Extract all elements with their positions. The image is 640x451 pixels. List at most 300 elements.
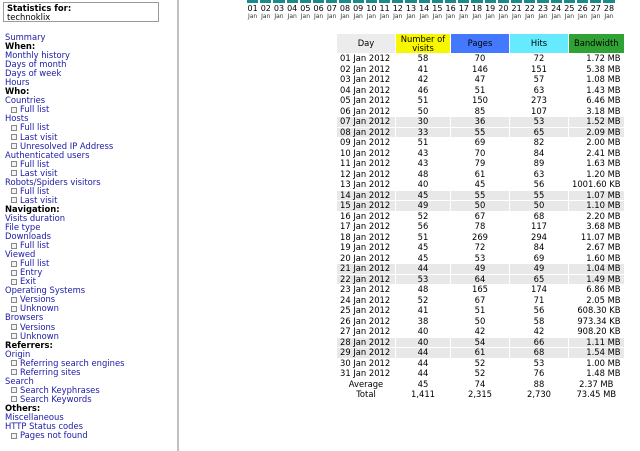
menu-link-label: Viewed	[5, 250, 36, 260]
day-number: 02	[260, 4, 271, 13]
menu-link-label: Search Keyphrases	[20, 385, 100, 395]
cell-pages: 269	[472, 231, 488, 242]
menu-link-label: Versions	[20, 322, 56, 332]
cell-bandwidth: 2.00 MB	[586, 137, 621, 147]
day-column-23	[536, 0, 549, 20]
cell-visits: 44	[396, 348, 450, 358]
cell-day: 03 Jan 2012	[340, 74, 391, 84]
cell-visits: 42	[417, 74, 429, 84]
cell-bandwidth: 1.52 MB	[569, 117, 624, 127]
total-pages: 2,315	[468, 389, 492, 399]
cell-pages: 146	[472, 63, 488, 74]
cell-bandwidth: 1.43 MB	[586, 84, 621, 95]
day-column-15	[431, 0, 444, 20]
table-row	[337, 275, 624, 285]
day-bar	[445, 0, 456, 3]
menu-link-full-list[interactable]	[5, 105, 175, 114]
section-heading-who	[5, 87, 175, 96]
menu-link-label: Visits duration	[5, 213, 66, 223]
cell-visits: 41	[417, 63, 429, 74]
cell-day: 31 Jan 2012	[340, 368, 391, 378]
popup-window-icon	[11, 107, 17, 113]
popup-window-icon	[11, 369, 17, 375]
cell-hits: 56	[533, 179, 545, 189]
cell-pages: 49	[451, 264, 509, 274]
day-number: 15	[432, 4, 443, 13]
cell-visits: 45	[417, 242, 429, 252]
day-month: Jan	[445, 13, 456, 20]
cell-bandwidth: 973.34 KB	[577, 315, 621, 326]
cell-visits: 51	[417, 95, 429, 105]
day-number: 17	[458, 4, 469, 13]
table-row	[337, 96, 624, 106]
table-row	[337, 107, 624, 117]
cell-day: 04 Jan 2012	[340, 84, 391, 95]
day-month: Jan	[591, 13, 601, 20]
day-number: 21	[511, 4, 522, 13]
day-month: Jan	[274, 13, 284, 20]
cell-hits: 65	[510, 275, 568, 285]
cell-day: 05 Jan 2012	[340, 95, 391, 105]
cell-pages: 79	[474, 158, 486, 168]
menu-link-authenticated-users[interactable]	[5, 151, 175, 160]
cell-pages: 52	[474, 368, 486, 378]
table-row	[337, 117, 624, 127]
day-number: 18	[471, 4, 483, 13]
cell-hits: 82	[533, 137, 545, 147]
cell-day: 09 Jan 2012	[340, 137, 391, 147]
menu-link-search-keywords[interactable]	[5, 395, 175, 404]
day-column-12	[391, 0, 404, 20]
menu-link-label: Origin	[5, 349, 31, 359]
day-number: 16	[445, 4, 456, 13]
cell-hits: 53	[533, 357, 545, 368]
menu-link-label: Days of week	[5, 69, 62, 79]
cell-bandwidth: 2.20 MB	[586, 210, 621, 221]
popup-window-icon	[11, 243, 17, 249]
cell-hits: 117	[531, 221, 547, 231]
cell-bandwidth: 2.09 MB	[569, 128, 624, 138]
cell-visits: 41	[417, 305, 429, 315]
cell-pages: 61	[451, 348, 509, 358]
menu-link-search-keyphrases[interactable]	[5, 386, 175, 395]
site-name: technoklix	[7, 12, 51, 22]
day-column-28	[602, 0, 615, 20]
cell-bandwidth: 3.68 MB	[586, 221, 621, 231]
menu-link-full-list[interactable]	[5, 123, 175, 132]
menu-link-file-type[interactable]	[5, 223, 175, 232]
day-column-04	[286, 0, 299, 20]
cell-hits: 53	[510, 117, 568, 127]
cell-hits: 76	[533, 368, 545, 378]
menu-link-monthly-history[interactable]	[5, 51, 175, 60]
table-header-row	[337, 34, 624, 53]
section-heading-label: When:	[5, 42, 36, 52]
day-bar	[379, 0, 390, 3]
menu-link-label: File type	[5, 222, 41, 232]
menu-link-visits-duration[interactable]	[5, 214, 175, 223]
day-month: Jan	[287, 13, 297, 20]
menu-link-label: Full list	[20, 241, 50, 251]
cell-hits: 58	[533, 315, 545, 326]
popup-window-icon	[11, 270, 17, 276]
day-number: 23	[537, 4, 549, 13]
cell-day: 15 Jan 2012	[337, 201, 395, 211]
menu-link-full-list[interactable]	[5, 160, 175, 169]
day-number: 20	[498, 4, 509, 13]
cell-day: 29 Jan 2012	[337, 348, 395, 358]
day-column-08	[338, 0, 351, 20]
day-month: Jan	[340, 13, 350, 20]
day-number: 03	[273, 4, 285, 13]
menu-link-search[interactable]	[5, 377, 175, 386]
day-bar	[537, 0, 548, 3]
menu-link-label: Search	[5, 376, 34, 386]
day-column-03	[272, 0, 285, 20]
cell-hits: 273	[531, 95, 547, 105]
menu-link-operating-systems[interactable]	[5, 286, 175, 295]
cell-visits: 38	[417, 315, 429, 326]
cell-hits: 42	[533, 326, 545, 336]
table-row	[337, 243, 624, 253]
menu-link-label: Last visit	[20, 195, 58, 205]
menu-link-summary[interactable]	[5, 33, 175, 42]
cell-pages: 72	[474, 242, 486, 252]
menu-link-unknown[interactable]	[5, 332, 175, 341]
table-row	[337, 212, 624, 222]
average-visits: 45	[417, 378, 429, 389]
day-bar	[366, 0, 377, 3]
day-month: Jan	[327, 13, 337, 20]
total-bandwidth: 73.45 MB	[576, 389, 617, 399]
menu-link-miscellaneous[interactable]	[5, 413, 175, 422]
cell-bandwidth: 11.07 MB	[580, 231, 621, 242]
cell-pages: 45	[474, 179, 486, 189]
cell-visits: 48	[417, 284, 429, 294]
day-column-07	[325, 0, 338, 20]
day-bar	[405, 0, 416, 3]
day-column-13	[404, 0, 417, 20]
cell-visits: 40	[396, 338, 450, 348]
cell-visits: 43	[417, 147, 429, 158]
menu-link-label: Countries	[5, 96, 46, 106]
cell-pages: 61	[474, 168, 486, 179]
cell-day: 25 Jan 2012	[340, 305, 391, 315]
cell-day: 02 Jan 2012	[340, 63, 391, 74]
nav-menu	[5, 33, 175, 440]
cell-bandwidth: 608.30 KB	[577, 305, 621, 315]
total-hits: 2,730	[527, 389, 551, 399]
table-row	[337, 348, 624, 358]
cell-bandwidth: 1.08 MB	[586, 74, 621, 84]
day-number: 01	[247, 4, 258, 13]
day-column-09	[352, 0, 365, 20]
table-row	[337, 222, 624, 232]
popup-window-icon	[11, 387, 17, 393]
day-bar	[577, 0, 588, 3]
cell-pages: 51	[474, 305, 486, 315]
cell-bandwidth: 1.04 MB	[569, 264, 624, 274]
cell-hits: 71	[533, 294, 545, 305]
stats-for-label: Statistics for:	[7, 3, 72, 13]
cell-visits: 45	[417, 252, 429, 263]
menu-link-entry[interactable]	[5, 268, 175, 277]
day-month: Jan	[247, 13, 258, 20]
menu-link-label: Operating Systems	[5, 286, 86, 296]
cell-bandwidth: 1001.60 KB	[572, 179, 621, 189]
average-hits: 88	[533, 378, 545, 389]
day-number: 08	[339, 4, 351, 13]
day-column-19	[484, 0, 497, 20]
day-number: 05	[300, 4, 311, 13]
cell-visits: 40	[417, 179, 429, 189]
day-bar	[485, 0, 496, 3]
menu-link-origin[interactable]	[5, 350, 175, 359]
day-bar	[300, 0, 311, 3]
menu-link-versions[interactable]	[5, 295, 175, 304]
day-bar	[564, 0, 575, 3]
cell-pages: 55	[451, 128, 509, 138]
cell-pages: 70	[474, 53, 486, 63]
cell-visits: 52	[417, 210, 429, 221]
section-heading-label: Navigation:	[5, 204, 60, 214]
table-row	[337, 296, 624, 306]
day-number: 25	[564, 4, 575, 13]
cell-pages: 67	[474, 210, 486, 221]
menu-link-unknown[interactable]	[5, 304, 175, 313]
menu-link-label: Full list	[20, 186, 50, 196]
day-month: Jan	[577, 13, 588, 20]
menu-link-browsers[interactable]	[5, 313, 175, 322]
day-bar	[287, 0, 298, 3]
cell-hits: 63	[533, 168, 545, 179]
day-number: 06	[313, 4, 324, 13]
cell-pages: 50	[474, 315, 486, 326]
table-row	[337, 180, 624, 190]
day-number: 04	[287, 4, 298, 13]
table-row	[337, 138, 624, 148]
cell-visits: 44	[417, 368, 429, 378]
popup-window-icon	[11, 360, 17, 366]
day-column-16	[444, 0, 457, 20]
header-day: Day	[337, 34, 395, 53]
cell-visits: 30	[396, 117, 450, 127]
menu-link-label: Exit	[20, 277, 36, 287]
menu-link-label: Days of month	[5, 60, 67, 70]
popup-window-icon	[11, 134, 17, 140]
day-month: Jan	[366, 13, 377, 20]
cell-pages: 78	[474, 221, 486, 231]
cell-pages: 67	[474, 294, 486, 305]
menu-link-viewed[interactable]	[5, 250, 175, 259]
menu-link-label: Full list	[20, 105, 50, 115]
day-month: Jan	[511, 13, 522, 20]
cell-day: 21 Jan 2012	[337, 264, 395, 274]
day-bar	[458, 0, 469, 3]
cell-day: 24 Jan 2012	[340, 294, 391, 305]
table-row	[337, 327, 624, 337]
header-hits: Hits	[510, 34, 568, 53]
cell-bandwidth: 1.63 MB	[586, 158, 621, 168]
day-bar	[339, 0, 350, 3]
cell-visits: 51	[417, 231, 429, 242]
menu-link-hosts[interactable]	[5, 114, 175, 123]
cell-bandwidth: 1.48 MB	[586, 368, 621, 378]
popup-window-icon	[11, 396, 17, 402]
cell-visits: 49	[396, 201, 450, 211]
cell-bandwidth: 6.86 MB	[586, 284, 621, 294]
cell-day: 26 Jan 2012	[340, 315, 391, 326]
cell-visits: 45	[396, 191, 450, 201]
day-bar	[590, 0, 601, 3]
cell-hits: 68	[533, 210, 545, 221]
popup-window-icon	[11, 333, 17, 339]
cell-hits: 57	[533, 74, 545, 84]
cell-day: 28 Jan 2012	[337, 338, 395, 348]
cell-hits: 174	[531, 284, 547, 294]
popup-window-icon	[11, 161, 17, 167]
menu-link-last-visit[interactable]	[5, 196, 175, 205]
table-row	[337, 317, 624, 327]
cell-bandwidth: 5.38 MB	[586, 63, 621, 74]
menu-link-label: Full list	[20, 259, 50, 269]
popup-window-icon	[11, 279, 17, 285]
cell-hits: 72	[533, 53, 545, 63]
day-column-21	[510, 0, 523, 20]
table-row	[337, 254, 624, 264]
cell-pages: 64	[451, 275, 509, 285]
cell-day: 01 Jan 2012	[340, 53, 391, 63]
day-month: Jan	[393, 13, 403, 20]
menu-link-robots-spiders-visitors[interactable]	[5, 178, 175, 187]
cell-day: 10 Jan 2012	[340, 147, 391, 158]
day-column-17	[457, 0, 470, 20]
cell-visits: 43	[417, 158, 429, 168]
days-strip	[246, 0, 640, 22]
cell-hits: 66	[510, 338, 568, 348]
cell-pages: 85	[474, 105, 486, 116]
menu-link-label: Entry	[20, 268, 43, 278]
menu-link-days-of-week[interactable]	[5, 69, 175, 78]
day-number: 24	[551, 4, 562, 13]
cell-hits: 84	[533, 147, 545, 158]
day-bar	[603, 0, 614, 3]
day-month: Jan	[313, 13, 324, 20]
menu-link-hours[interactable]	[5, 78, 175, 87]
menu-link-countries[interactable]	[5, 96, 175, 105]
menu-link-label: Miscellaneous	[5, 412, 64, 422]
day-bar	[313, 0, 324, 3]
day-column-02	[259, 0, 272, 20]
day-column-24	[550, 0, 563, 20]
menu-link-referring-search-engines[interactable]	[5, 359, 175, 368]
cell-visits: 50	[417, 105, 429, 116]
day-month: Jan	[538, 13, 548, 20]
cell-pages: 70	[474, 147, 486, 158]
menu-link-referring-sites[interactable]	[5, 368, 175, 377]
cell-day: 08 Jan 2012	[337, 128, 395, 138]
day-number: 14	[419, 4, 430, 13]
popup-window-icon	[11, 324, 17, 330]
cell-pages: 50	[451, 201, 509, 211]
day-month: Jan	[472, 13, 482, 20]
menu-link-last-visit[interactable]	[5, 133, 175, 142]
menu-link-label: Last visit	[20, 132, 58, 142]
section-heading-label: Others:	[5, 403, 41, 413]
cell-pages: 51	[474, 84, 486, 95]
day-bar	[498, 0, 509, 3]
table-row	[337, 128, 624, 138]
cell-pages: 69	[474, 137, 486, 147]
cell-day: 30 Jan 2012	[340, 357, 391, 368]
menu-link-label: HTTP Status codes	[5, 422, 84, 432]
day-number: 22	[524, 4, 535, 13]
cell-bandwidth: 1.00 MB	[586, 357, 621, 368]
menu-link-pages-not-found[interactable]	[5, 431, 175, 440]
popup-window-icon	[11, 297, 17, 303]
total-row	[337, 390, 624, 400]
day-bar	[419, 0, 430, 3]
cell-day: 20 Jan 2012	[340, 252, 391, 263]
menu-link-label: Referring sites	[20, 367, 81, 377]
table-row	[337, 86, 624, 96]
cell-bandwidth: 1.54 MB	[569, 348, 624, 358]
menu-link-last-visit[interactable]	[5, 169, 175, 178]
day-column-05	[299, 0, 312, 20]
cell-day: 17 Jan 2012	[340, 221, 391, 231]
menu-link-label: Summary	[5, 33, 46, 42]
table-row	[337, 369, 624, 379]
menu-link-versions[interactable]	[5, 323, 175, 332]
day-bar	[353, 0, 364, 3]
menu-link-label: Unresolved IP Address	[20, 141, 114, 151]
day-month: Jan	[498, 13, 509, 20]
cell-hits: 84	[533, 242, 545, 252]
menu-link-unresolved-ip-address[interactable]	[5, 142, 175, 151]
day-bar	[260, 0, 271, 3]
menu-link-full-list[interactable]	[5, 241, 175, 250]
cell-day: 22 Jan 2012	[337, 275, 395, 285]
menu-link-label: Hosts	[5, 114, 29, 124]
total-visits: 1,411	[411, 389, 435, 399]
menu-link-full-list[interactable]	[5, 187, 175, 196]
day-bar	[326, 0, 337, 3]
cell-bandwidth: 1.60 MB	[586, 252, 621, 263]
day-column-11	[378, 0, 391, 20]
cell-visits: 40	[417, 326, 429, 336]
menu-link-exit[interactable]	[5, 277, 175, 286]
day-number: 27	[590, 4, 601, 13]
cell-day: 06 Jan 2012	[340, 105, 391, 116]
cell-pages: 54	[451, 338, 509, 348]
menu-link-http-status-codes[interactable]	[5, 422, 175, 431]
day-bar	[524, 0, 535, 3]
cell-visits: 46	[417, 84, 429, 95]
cell-visits: 48	[417, 168, 429, 179]
popup-window-icon	[11, 197, 17, 203]
menu-link-days-of-month[interactable]	[5, 60, 175, 69]
day-month: Jan	[459, 13, 469, 20]
menu-link-downloads[interactable]	[5, 232, 175, 241]
cell-visits: 44	[417, 357, 429, 368]
cell-hits: 69	[533, 252, 545, 263]
average-row	[337, 380, 624, 390]
cell-bandwidth: 1.11 MB	[569, 338, 624, 348]
cell-hits: 151	[531, 63, 547, 74]
day-month: Jan	[261, 13, 271, 20]
stats-for-box	[3, 2, 159, 22]
menu-link-full-list[interactable]	[5, 259, 175, 268]
